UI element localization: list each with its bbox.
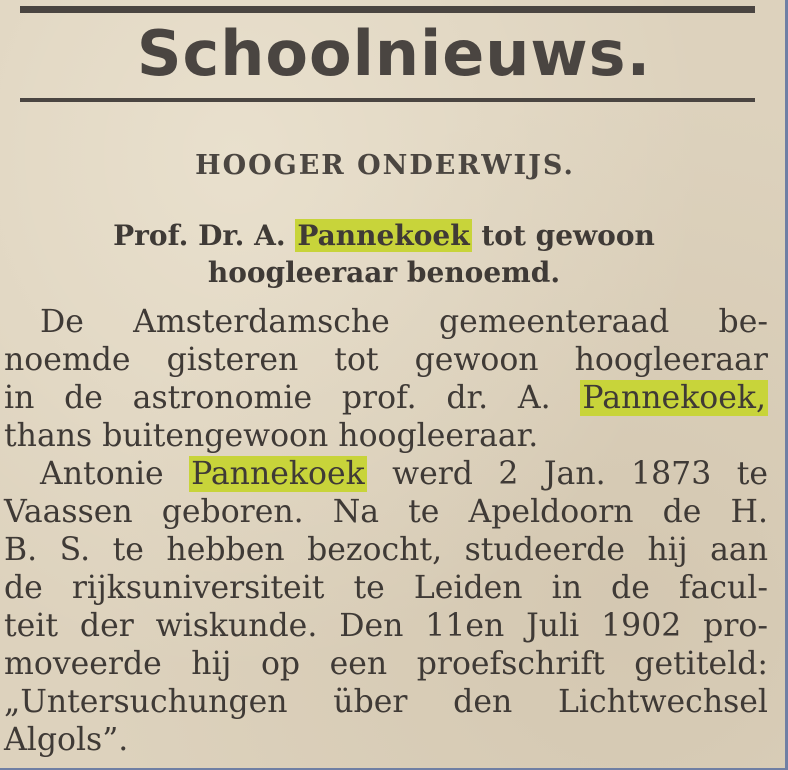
paragraph-line: B. S. te hebben bezocht, studeerde hij aan [4,532,768,568]
highlighted-name: Pannekoek [191,456,365,492]
masthead-top-rule [20,6,755,13]
paragraph-line: De Amsterdamsche gemeenteraad be- [40,304,768,340]
paragraph-line: noemde gisteren tot gewoon hoogleeraar [4,342,768,378]
paragraph-line: de rijksuniversiteit te Leiden in de facul- [4,570,768,606]
headline-text-after: tot gewoon [471,219,655,252]
highlighted-name: Pannekoek, [582,380,766,416]
paragraph-line [4,455,768,493]
headline-line-2: hoogleeraar benoemd. [207,256,561,289]
article-headline [0,217,768,291]
paragraph-line: moveerde hij op een proefschrift getiteld: [4,646,768,682]
masthead-title: Schoolnieuws. [136,17,652,90]
headline-line-1 [0,217,768,254]
masthead-bottom-rule [20,98,755,102]
line-text-before: in de astronomie prof. dr. A. [4,380,581,416]
highlighted-name: Pannekoek [297,219,470,252]
article-paragraph-2 [4,455,768,759]
paragraph-line: thans buitengewoon hoogleeraar. [4,418,539,454]
article-paragraph-1 [4,303,768,455]
line-text-before: Antonie [40,456,190,492]
paragraph-line [4,379,768,417]
paragraph-line: teit der wiskunde. Den 11en Juli 1902 pro- [4,608,768,644]
paragraph-line: Algols”. [4,722,129,758]
line-text-after: werd 2 Jan. 1873 te [366,456,768,492]
headline-text-before: Prof. Dr. A. [113,219,296,252]
paragraph-line: Vaassen geboren. Na te Apeldoorn de H. [4,494,768,530]
section-heading: HOOGER ONDERWIJS. [195,150,575,181]
paragraph-line: „Untersuchungen über den Lichtwechsel [4,684,768,720]
